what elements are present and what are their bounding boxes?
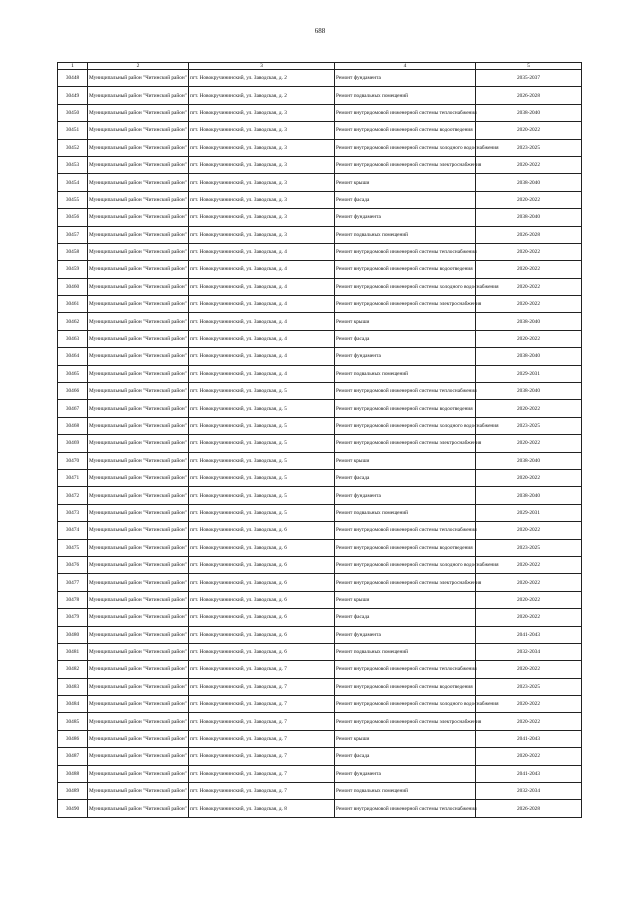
row-number-cell: 30461 <box>58 296 88 313</box>
page-number: 688 <box>314 27 326 35</box>
address-cell: пгт. Новокручининский, ул. Заводская, д. 6 <box>189 609 335 626</box>
work-type-cell: Ремонт внутридомовой инженерной системы холодного водоснабжения <box>335 417 476 434</box>
period-cell: 2020-2022 <box>476 469 582 486</box>
work-type-cell: Ремонт крыши <box>335 591 476 608</box>
table-row <box>58 591 582 608</box>
table-row <box>58 226 582 243</box>
municipality-cell: Муниципальный район "Читинский район" <box>88 643 189 660</box>
table-row <box>58 574 582 591</box>
period-cell: 2023-2025 <box>476 539 582 556</box>
municipality-cell: Муниципальный район "Читинский район" <box>88 226 189 243</box>
work-type-cell: Ремонт крыши <box>335 313 476 330</box>
table-row <box>58 417 582 434</box>
table-row <box>58 87 582 104</box>
municipality-cell: Муниципальный район "Читинский район" <box>88 104 189 121</box>
address-cell: пгт. Новокручининский, ул. Заводская, д. 2 <box>189 70 335 87</box>
row-number-cell: 30471 <box>58 469 88 486</box>
work-type-cell: Ремонт крыши <box>335 730 476 747</box>
work-type-cell: Ремонт внутридомовой инженерной системы водоотведения <box>335 122 476 139</box>
address-cell: пгт. Новокручининский, ул. Заводская, д. 7 <box>189 748 335 765</box>
work-type-cell: Ремонт внутридомовой инженерной системы холодного водоснабжения <box>335 139 476 156</box>
row-number-cell: 30479 <box>58 609 88 626</box>
address-cell: пгт. Новокручининский, ул. Заводская, д. 7 <box>189 661 335 678</box>
address-cell: пгт. Новокручининский, ул. Заводская, д. 3 <box>189 174 335 191</box>
row-number-cell: 30490 <box>58 800 88 817</box>
row-number-cell: 30485 <box>58 713 88 730</box>
row-number-cell: 30458 <box>58 243 88 260</box>
municipality-cell: Муниципальный район "Читинский район" <box>88 591 189 608</box>
address-cell: пгт. Новокручининский, ул. Заводская, д. 4 <box>189 365 335 382</box>
row-number-cell: 30449 <box>58 87 88 104</box>
period-cell: 2038-2040 <box>476 383 582 400</box>
table-row <box>58 609 582 626</box>
row-number-cell: 30468 <box>58 417 88 434</box>
work-type-cell: Ремонт подвальных помещений <box>335 226 476 243</box>
period-cell: 2020-2022 <box>476 661 582 678</box>
address-cell: пгт. Новокручининский, ул. Заводская, д. 3 <box>189 139 335 156</box>
period-cell: 2020-2022 <box>476 591 582 608</box>
period-cell: 2026-2028 <box>476 226 582 243</box>
repair-schedule-table <box>57 62 582 818</box>
row-number-cell: 30460 <box>58 278 88 295</box>
address-cell: пгт. Новокручининский, ул. Заводская, д. 7 <box>189 783 335 800</box>
table-row <box>58 800 582 817</box>
row-number-cell: 30455 <box>58 191 88 208</box>
row-number-cell: 30466 <box>58 383 88 400</box>
row-number-cell: 30488 <box>58 765 88 782</box>
address-cell: пгт. Новокручининский, ул. Заводская, д. 4 <box>189 296 335 313</box>
period-cell: 2041-2043 <box>476 765 582 782</box>
municipality-cell: Муниципальный район "Читинский район" <box>88 748 189 765</box>
period-cell: 2020-2022 <box>476 330 582 347</box>
work-type-cell: Ремонт внутридомовой инженерной системы электроснабжения <box>335 574 476 591</box>
address-cell: пгт. Новокручининский, ул. Заводская, д. 6 <box>189 626 335 643</box>
row-number-cell: 30478 <box>58 591 88 608</box>
table-row <box>58 661 582 678</box>
work-type-cell: Ремонт внутридомовой инженерной системы электроснабжения <box>335 713 476 730</box>
period-cell: 2038-2040 <box>476 174 582 191</box>
work-type-cell: Ремонт подвальных помещений <box>335 87 476 104</box>
address-cell: пгт. Новокручининский, ул. Заводская, д. 7 <box>189 713 335 730</box>
work-type-cell: Ремонт фундамента <box>335 348 476 365</box>
row-number-cell: 30462 <box>58 313 88 330</box>
period-cell: 2020-2022 <box>476 556 582 573</box>
address-cell: пгт. Новокручининский, ул. Заводская, д. 6 <box>189 522 335 539</box>
work-type-cell: Ремонт внутридомовой инженерной системы холодного водоснабжения <box>335 556 476 573</box>
table-row <box>58 713 582 730</box>
work-type-cell: Ремонт подвальных помещений <box>335 643 476 660</box>
work-type-cell: Ремонт фасада <box>335 609 476 626</box>
table-row <box>58 296 582 313</box>
row-number-cell: 30476 <box>58 556 88 573</box>
row-number-cell: 30467 <box>58 400 88 417</box>
period-cell: 2032-2034 <box>476 643 582 660</box>
period-cell: 2020-2022 <box>476 435 582 452</box>
municipality-cell: Муниципальный район "Читинский район" <box>88 70 189 87</box>
address-cell: пгт. Новокручининский, ул. Заводская, д. 7 <box>189 765 335 782</box>
period-cell: 2020-2022 <box>476 522 582 539</box>
period-cell: 2038-2040 <box>476 348 582 365</box>
row-number-cell: 30453 <box>58 156 88 173</box>
work-type-cell: Ремонт фасада <box>335 748 476 765</box>
work-type-cell: Ремонт внутридомовой инженерной системы электроснабжения <box>335 296 476 313</box>
work-type-cell: Ремонт фундамента <box>335 70 476 87</box>
column-header-4: 4 <box>335 63 476 70</box>
work-type-cell: Ремонт фундамента <box>335 487 476 504</box>
municipality-cell: Муниципальный район "Читинский район" <box>88 261 189 278</box>
row-number-cell: 30483 <box>58 678 88 695</box>
row-number-cell: 30469 <box>58 435 88 452</box>
municipality-cell: Муниципальный район "Читинский район" <box>88 400 189 417</box>
period-cell: 2020-2022 <box>476 713 582 730</box>
address-cell: пгт. Новокручининский, ул. Заводская, д. 8 <box>189 800 335 817</box>
row-number-cell: 30486 <box>58 730 88 747</box>
work-type-cell: Ремонт внутридомовой инженерной системы электроснабжения <box>335 435 476 452</box>
period-cell: 2038-2040 <box>476 209 582 226</box>
municipality-cell: Муниципальный район "Читинский район" <box>88 678 189 695</box>
address-cell: пгт. Новокручининский, ул. Заводская, д. 3 <box>189 122 335 139</box>
table-row <box>58 730 582 747</box>
period-cell: 2029-2031 <box>476 504 582 521</box>
row-number-cell: 30484 <box>58 696 88 713</box>
municipality-cell: Муниципальный район "Читинский район" <box>88 139 189 156</box>
period-cell: 2038-2040 <box>476 104 582 121</box>
address-cell: пгт. Новокручининский, ул. Заводская, д. 7 <box>189 730 335 747</box>
municipality-cell: Муниципальный район "Читинский район" <box>88 330 189 347</box>
municipality-cell: Муниципальный район "Читинский район" <box>88 730 189 747</box>
work-type-cell: Ремонт внутридомовой инженерной системы теплоснабжения <box>335 800 476 817</box>
address-cell: пгт. Новокручининский, ул. Заводская, д. 5 <box>189 469 335 486</box>
work-type-cell: Ремонт внутридомовой инженерной системы водоотведения <box>335 539 476 556</box>
work-type-cell: Ремонт внутридомовой инженерной системы электроснабжения <box>335 156 476 173</box>
period-cell: 2023-2025 <box>476 678 582 695</box>
work-type-cell: Ремонт подвальных помещений <box>335 365 476 382</box>
municipality-cell: Муниципальный район "Читинский район" <box>88 713 189 730</box>
table-row <box>58 469 582 486</box>
address-cell: пгт. Новокручининский, ул. Заводская, д. 4 <box>189 243 335 260</box>
municipality-cell: Муниципальный район "Читинский район" <box>88 609 189 626</box>
table-row <box>58 452 582 469</box>
row-number-cell: 30448 <box>58 70 88 87</box>
table-row <box>58 139 582 156</box>
column-header-1: 1 <box>58 63 88 70</box>
period-cell: 2041-2043 <box>476 626 582 643</box>
table-row <box>58 556 582 573</box>
row-number-cell: 30459 <box>58 261 88 278</box>
address-cell: пгт. Новокручининский, ул. Заводская, д. 2 <box>189 87 335 104</box>
address-cell: пгт. Новокручининский, ул. Заводская, д. 6 <box>189 574 335 591</box>
period-cell: 2035-2037 <box>476 70 582 87</box>
address-cell: пгт. Новокручининский, ул. Заводская, д. 4 <box>189 313 335 330</box>
municipality-cell: Муниципальный район "Читинский район" <box>88 696 189 713</box>
table-row <box>58 696 582 713</box>
period-cell: 2020-2022 <box>476 609 582 626</box>
address-cell: пгт. Новокручининский, ул. Заводская, д. 6 <box>189 539 335 556</box>
row-number-cell: 30454 <box>58 174 88 191</box>
municipality-cell: Муниципальный район "Читинский район" <box>88 191 189 208</box>
municipality-cell: Муниципальный район "Читинский район" <box>88 122 189 139</box>
column-number-header-row <box>58 63 582 70</box>
work-type-cell: Ремонт подвальных помещений <box>335 783 476 800</box>
table-row <box>58 383 582 400</box>
row-number-cell: 30464 <box>58 348 88 365</box>
row-number-cell: 30451 <box>58 122 88 139</box>
work-type-cell: Ремонт внутридомовой инженерной системы теплоснабжения <box>335 661 476 678</box>
work-type-cell: Ремонт внутридомовой инженерной системы водоотведения <box>335 261 476 278</box>
address-cell: пгт. Новокручининский, ул. Заводская, д. 4 <box>189 348 335 365</box>
table-row <box>58 643 582 660</box>
municipality-cell: Муниципальный район "Читинский район" <box>88 296 189 313</box>
work-type-cell: Ремонт внутридомовой инженерной системы холодного водоснабжения <box>335 696 476 713</box>
municipality-cell: Муниципальный район "Читинский район" <box>88 539 189 556</box>
address-cell: пгт. Новокручининский, ул. Заводская, д. 3 <box>189 104 335 121</box>
row-number-cell: 30473 <box>58 504 88 521</box>
row-number-cell: 30465 <box>58 365 88 382</box>
municipality-cell: Муниципальный район "Читинский район" <box>88 156 189 173</box>
municipality-cell: Муниципальный район "Читинский район" <box>88 278 189 295</box>
period-cell: 2020-2022 <box>476 243 582 260</box>
row-number-cell: 30474 <box>58 522 88 539</box>
address-cell: пгт. Новокручининский, ул. Заводская, д. 3 <box>189 191 335 208</box>
municipality-cell: Муниципальный район "Читинский район" <box>88 504 189 521</box>
work-type-cell: Ремонт подвальных помещений <box>335 504 476 521</box>
work-type-cell: Ремонт фундамента <box>335 209 476 226</box>
address-cell: пгт. Новокручининский, ул. Заводская, д. 5 <box>189 435 335 452</box>
period-cell: 2020-2022 <box>476 696 582 713</box>
period-cell: 2020-2022 <box>476 748 582 765</box>
table-row <box>58 278 582 295</box>
period-cell: 2020-2022 <box>476 574 582 591</box>
work-type-cell: Ремонт фундамента <box>335 765 476 782</box>
period-cell: 2020-2022 <box>476 122 582 139</box>
work-type-cell: Ремонт внутридомовой инженерной системы холодного водоснабжения <box>335 278 476 295</box>
period-cell: 2020-2022 <box>476 191 582 208</box>
row-number-cell: 30480 <box>58 626 88 643</box>
row-number-cell: 30457 <box>58 226 88 243</box>
table-row <box>58 122 582 139</box>
row-number-cell: 30481 <box>58 643 88 660</box>
work-type-cell: Ремонт внутридомовой инженерной системы теплоснабжения <box>335 243 476 260</box>
work-type-cell: Ремонт внутридомовой инженерной системы теплоснабжения <box>335 383 476 400</box>
municipality-cell: Муниципальный район "Читинский район" <box>88 87 189 104</box>
row-number-cell: 30470 <box>58 452 88 469</box>
address-cell: пгт. Новокручининский, ул. Заводская, д. 6 <box>189 556 335 573</box>
row-number-cell: 30463 <box>58 330 88 347</box>
municipality-cell: Муниципальный район "Читинский район" <box>88 209 189 226</box>
table-row <box>58 765 582 782</box>
table-row <box>58 156 582 173</box>
work-type-cell: Ремонт фасада <box>335 469 476 486</box>
address-cell: пгт. Новокручининский, ул. Заводская, д. 5 <box>189 417 335 434</box>
table-row <box>58 261 582 278</box>
address-cell: пгт. Новокручининский, ул. Заводская, д. 3 <box>189 209 335 226</box>
address-cell: пгт. Новокручининский, ул. Заводская, д. 7 <box>189 696 335 713</box>
period-cell: 2038-2040 <box>476 313 582 330</box>
municipality-cell: Муниципальный район "Читинский район" <box>88 765 189 782</box>
period-cell: 2026-2028 <box>476 800 582 817</box>
row-number-cell: 30482 <box>58 661 88 678</box>
work-type-cell: Ремонт фундамента <box>335 626 476 643</box>
work-type-cell: Ремонт фасада <box>335 330 476 347</box>
municipality-cell: Муниципальный район "Читинский район" <box>88 417 189 434</box>
work-type-cell: Ремонт крыши <box>335 452 476 469</box>
row-number-cell: 30475 <box>58 539 88 556</box>
table-row <box>58 539 582 556</box>
table-row <box>58 783 582 800</box>
period-cell: 2020-2022 <box>476 278 582 295</box>
period-cell: 2026-2028 <box>476 87 582 104</box>
table-row <box>58 365 582 382</box>
table-row <box>58 104 582 121</box>
table-row <box>58 487 582 504</box>
work-type-cell: Ремонт внутридомовой инженерной системы теплоснабжения <box>335 522 476 539</box>
municipality-cell: Муниципальный район "Читинский район" <box>88 800 189 817</box>
address-cell: пгт. Новокручининский, ул. Заводская, д. 4 <box>189 278 335 295</box>
table-row <box>58 191 582 208</box>
municipality-cell: Муниципальный район "Читинский район" <box>88 574 189 591</box>
table-row <box>58 174 582 191</box>
municipality-cell: Муниципальный район "Читинский район" <box>88 174 189 191</box>
table-row <box>58 522 582 539</box>
work-type-cell: Ремонт фасада <box>335 191 476 208</box>
address-cell: пгт. Новокручининский, ул. Заводская, д. 5 <box>189 487 335 504</box>
table-row <box>58 243 582 260</box>
municipality-cell: Муниципальный район "Читинский район" <box>88 661 189 678</box>
row-number-cell: 30487 <box>58 748 88 765</box>
municipality-cell: Муниципальный район "Читинский район" <box>88 487 189 504</box>
address-cell: пгт. Новокручининский, ул. Заводская, д. 6 <box>189 643 335 660</box>
table-row <box>58 348 582 365</box>
address-cell: пгт. Новокручининский, ул. Заводская, д. 5 <box>189 383 335 400</box>
period-cell: 2020-2022 <box>476 296 582 313</box>
period-cell: 2029-2031 <box>476 365 582 382</box>
municipality-cell: Муниципальный район "Читинский район" <box>88 783 189 800</box>
period-cell: 2038-2040 <box>476 452 582 469</box>
municipality-cell: Муниципальный район "Читинский район" <box>88 452 189 469</box>
table-row <box>58 504 582 521</box>
period-cell: 2032-2034 <box>476 783 582 800</box>
work-type-cell: Ремонт внутридомовой инженерной системы водоотведения <box>335 678 476 695</box>
row-number-cell: 30489 <box>58 783 88 800</box>
work-type-cell: Ремонт внутридомовой инженерной системы теплоснабжения <box>335 104 476 121</box>
period-cell: 2041-2043 <box>476 730 582 747</box>
table-row <box>58 748 582 765</box>
column-header-3: 3 <box>189 63 335 70</box>
table-row <box>58 626 582 643</box>
period-cell: 2023-2025 <box>476 417 582 434</box>
address-cell: пгт. Новокручининский, ул. Заводская, д. 4 <box>189 261 335 278</box>
municipality-cell: Муниципальный район "Читинский район" <box>88 556 189 573</box>
row-number-cell: 30456 <box>58 209 88 226</box>
municipality-cell: Муниципальный район "Читинский район" <box>88 313 189 330</box>
period-cell: 2020-2022 <box>476 261 582 278</box>
row-number-cell: 30472 <box>58 487 88 504</box>
address-cell: пгт. Новокручининский, ул. Заводская, д. 5 <box>189 452 335 469</box>
municipality-cell: Муниципальный район "Читинский район" <box>88 348 189 365</box>
period-cell: 2020-2022 <box>476 400 582 417</box>
municipality-cell: Муниципальный район "Читинский район" <box>88 626 189 643</box>
table-row <box>58 400 582 417</box>
table-row <box>58 435 582 452</box>
address-cell: пгт. Новокручининский, ул. Заводская, д. 7 <box>189 678 335 695</box>
column-header-2: 2 <box>88 63 189 70</box>
table-row <box>58 209 582 226</box>
work-type-cell: Ремонт внутридомовой инженерной системы водоотведения <box>335 400 476 417</box>
address-cell: пгт. Новокручининский, ул. Заводская, д. 5 <box>189 504 335 521</box>
municipality-cell: Муниципальный район "Читинский район" <box>88 365 189 382</box>
period-cell: 2020-2022 <box>476 156 582 173</box>
municipality-cell: Муниципальный район "Читинский район" <box>88 435 189 452</box>
address-cell: пгт. Новокручининский, ул. Заводская, д. 6 <box>189 591 335 608</box>
municipality-cell: Муниципальный район "Читинский район" <box>88 522 189 539</box>
row-number-cell: 30477 <box>58 574 88 591</box>
row-number-cell: 30452 <box>58 139 88 156</box>
municipality-cell: Муниципальный район "Читинский район" <box>88 243 189 260</box>
table-row <box>58 678 582 695</box>
address-cell: пгт. Новокручининский, ул. Заводская, д. 3 <box>189 226 335 243</box>
row-number-cell: 30450 <box>58 104 88 121</box>
period-cell: 2023-2025 <box>476 139 582 156</box>
period-cell: 2038-2040 <box>476 487 582 504</box>
municipality-cell: Муниципальный район "Читинский район" <box>88 383 189 400</box>
table-body <box>58 70 582 818</box>
table-row <box>58 313 582 330</box>
address-cell: пгт. Новокручининский, ул. Заводская, д. 3 <box>189 156 335 173</box>
column-header-5: 5 <box>476 63 582 70</box>
table-row <box>58 330 582 347</box>
work-type-cell: Ремонт крыши <box>335 174 476 191</box>
municipality-cell: Муниципальный район "Читинский район" <box>88 469 189 486</box>
address-cell: пгт. Новокручининский, ул. Заводская, д. 5 <box>189 400 335 417</box>
table-row <box>58 70 582 87</box>
address-cell: пгт. Новокручининский, ул. Заводская, д. 4 <box>189 330 335 347</box>
